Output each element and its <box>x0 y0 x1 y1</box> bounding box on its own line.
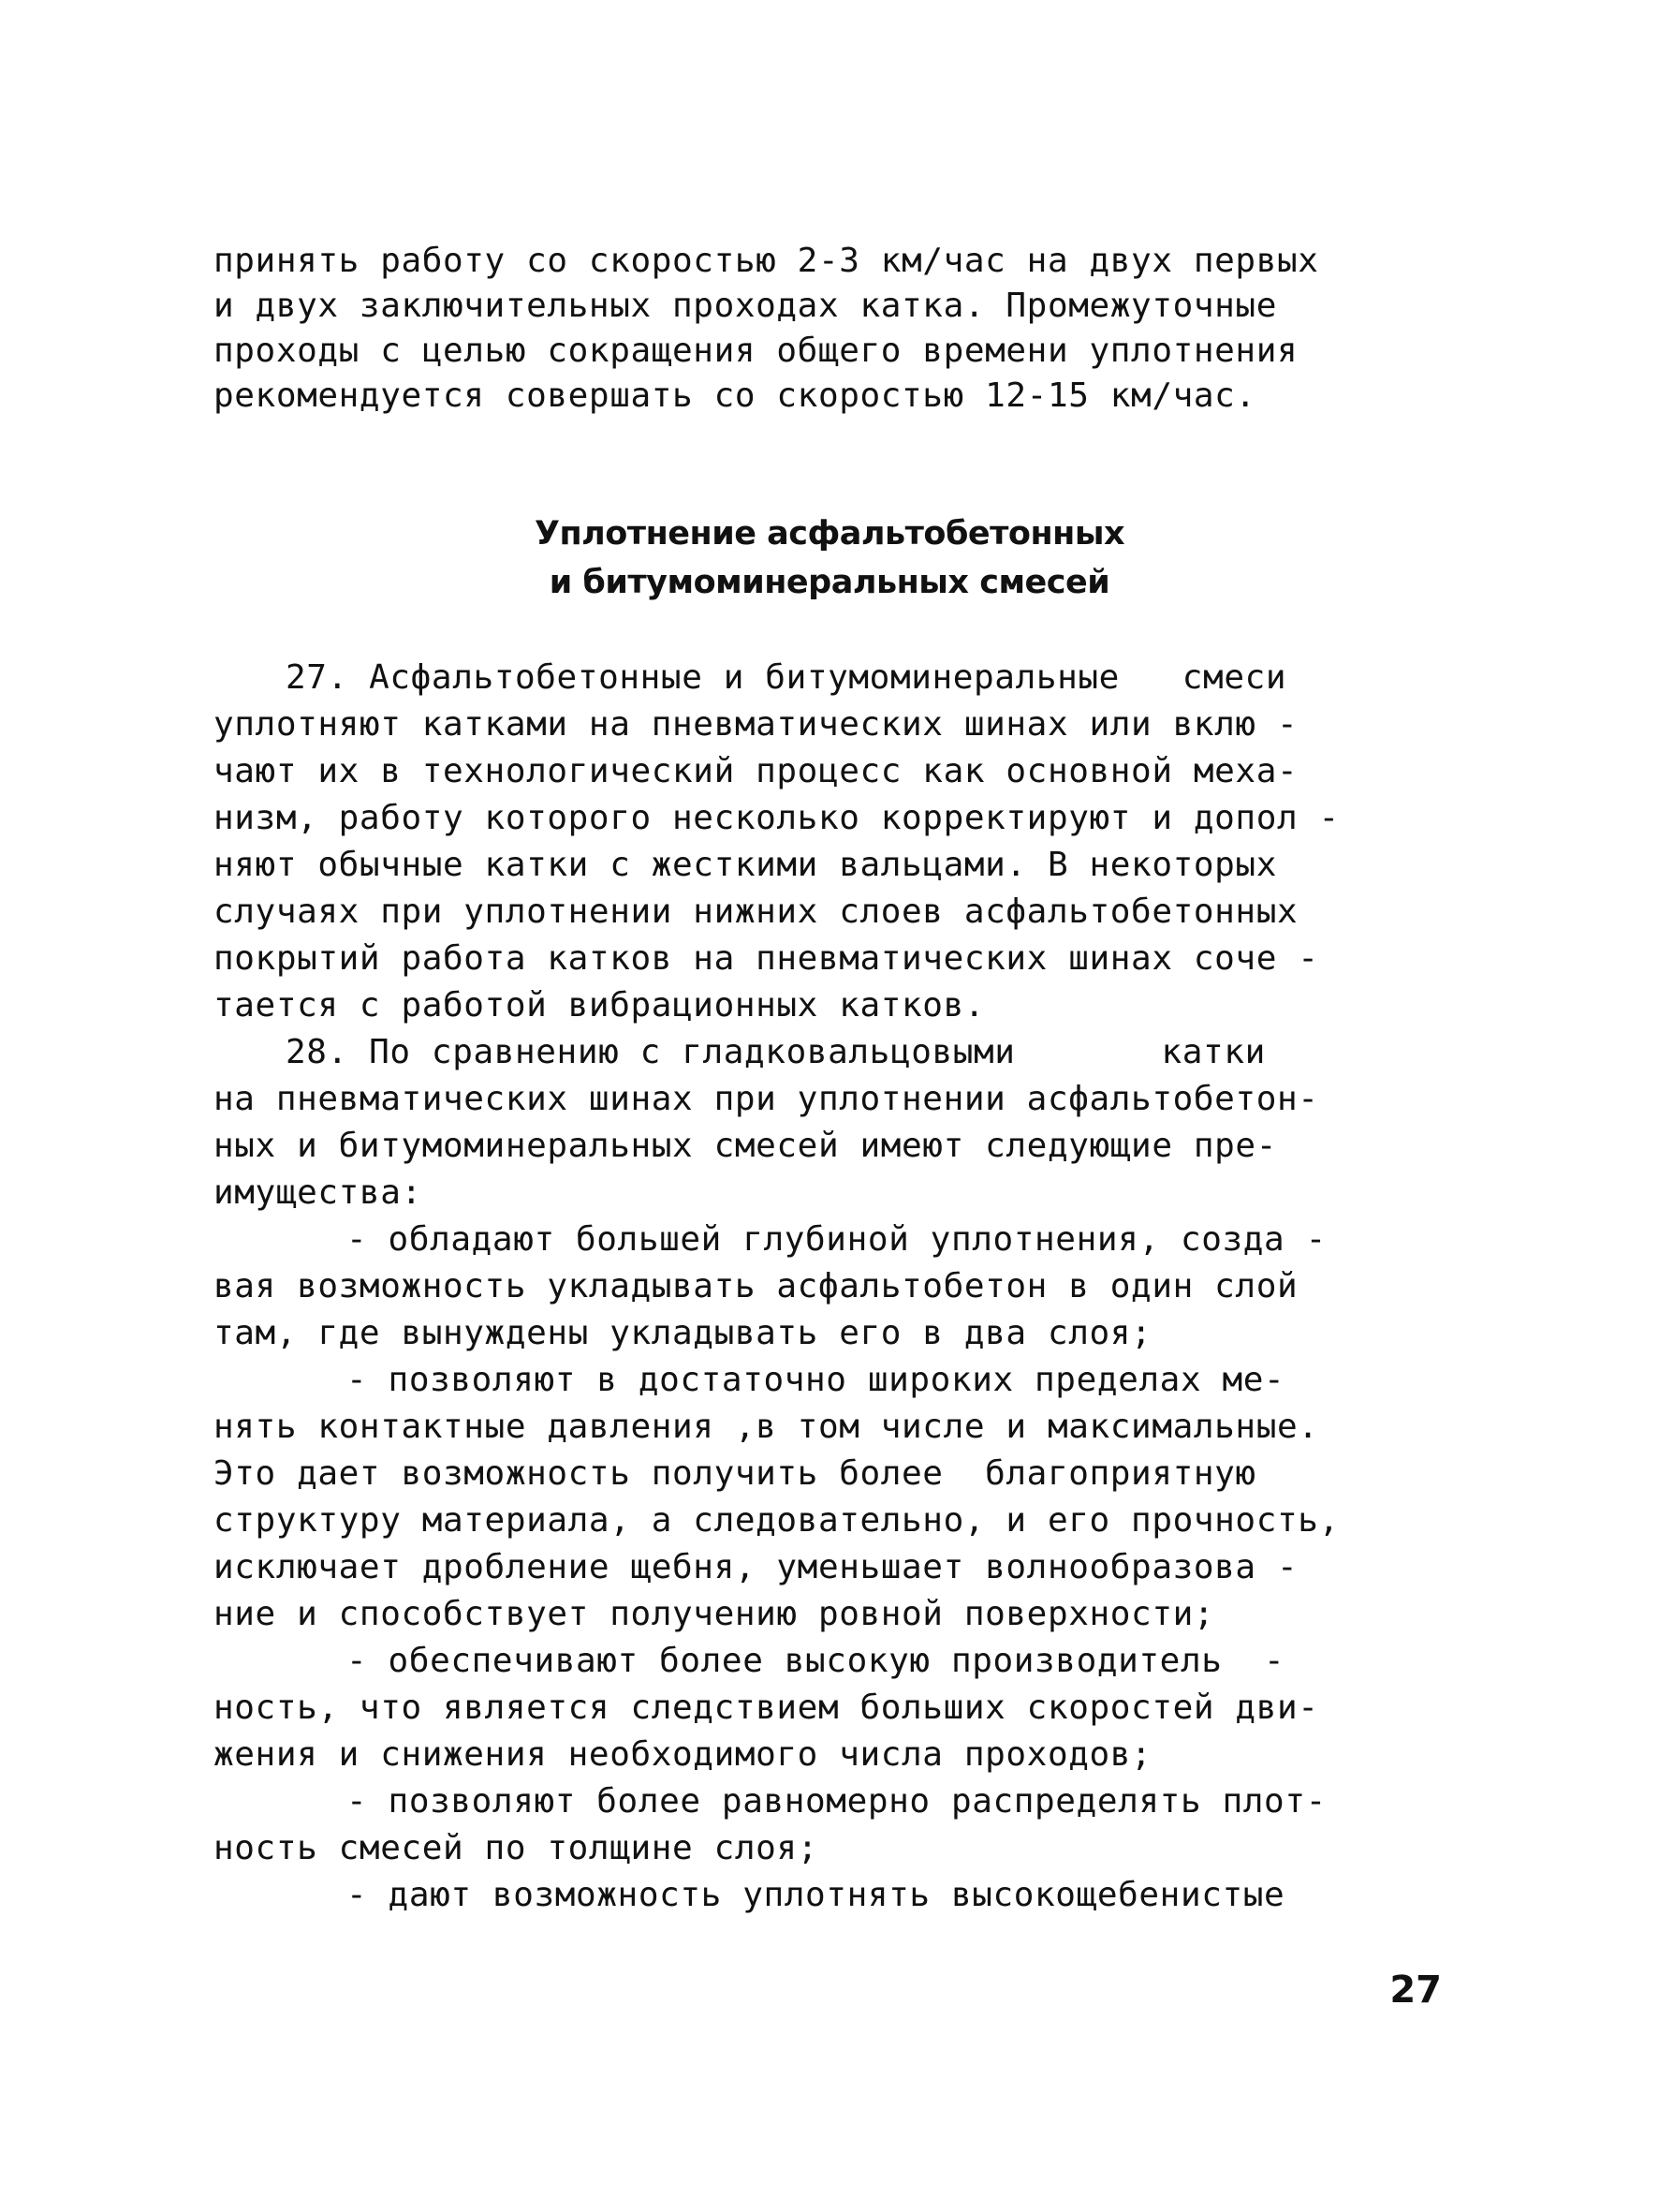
para28-line: ность смесей по толщине слоя; <box>213 1829 818 1867</box>
para28-line: - обладают большей глубиной уплотнения, созда - <box>346 1220 1327 1259</box>
para27-line: няют обычные катки с жесткими вальцами. В некоторых <box>213 846 1277 884</box>
para28-line: ние и способствует получению ровной поверхности; <box>213 1595 1215 1633</box>
para28-line: Это дает возможность получить более благоприятную <box>213 1454 1256 1493</box>
para28-line: нять контактные давления ,в том числе и максимальные. <box>213 1408 1319 1446</box>
para28-line: там, где вынуждены укладывать его в два слоя; <box>213 1314 1152 1352</box>
para28-line: жения и снижения необходимого числа проходов; <box>213 1735 1152 1774</box>
para28-line: - дают возможность уплотнять высокощебенистые <box>346 1876 1285 1914</box>
para28-line: 28. По сравнению с гладковальцовыми катки <box>286 1033 1266 1071</box>
section-heading-line-1: Уплотнение асфальтобетонных <box>534 515 1125 553</box>
intro-line: проходы с целью сокращения общего времени уплотнения <box>213 332 1299 370</box>
intro-line: и двух заключительных проходах катка. Промежуточные <box>213 287 1277 325</box>
para27-line: тается с работой вибрационных катков. <box>213 986 986 1025</box>
para27-line: покрытий работа катков на пневматических шинах соче - <box>213 939 1319 978</box>
para28-line: ных и битумоминеральных смесей имеют следующие пре- <box>213 1127 1277 1165</box>
para28-line: ность, что является следствием больших скоростей дви- <box>213 1688 1319 1727</box>
intro-line: принять работу со скоростью 2-3 км/час на двух первых <box>213 242 1319 280</box>
para28-line: исключает дробление щебня, уменьшает волнообразова - <box>213 1548 1299 1586</box>
page-number: 27 <box>1389 1969 1442 2012</box>
para28-line: - обеспечивают более высокую производитель - <box>346 1642 1285 1680</box>
intro-line: рекомендуется совершать со скоростью 12-15 км/час. <box>213 376 1256 415</box>
para27-line: 27. Асфальтобетонные и битумоминеральные смеси <box>286 658 1287 697</box>
para27-line: уплотняют катками на пневматических шинах или вклю - <box>213 705 1299 744</box>
para28-line: структуру материала, а следовательно, и его прочность, <box>213 1501 1340 1540</box>
para28-line: - позволяют в достаточно широких пределах ме- <box>346 1361 1285 1399</box>
para27-line: чают их в технологический процесс как основной меха- <box>213 752 1299 790</box>
para27-line: случаях при уплотнении нижних слоев асфальтобетонных <box>213 892 1299 931</box>
section-heading-line-2: и битумоминеральных смесей <box>549 564 1110 601</box>
para28-line: имущества: <box>213 1173 422 1212</box>
para28-line: - позволяют более равномерно распределять плот- <box>346 1782 1327 1821</box>
para28-line: на пневматических шинах при уплотнении асфальтобетон- <box>213 1080 1319 1118</box>
para27-line: низм, работу которого несколько корректируют и допол - <box>213 799 1340 837</box>
para28-line: вая возможность укладывать асфальтобетон в один слой <box>213 1267 1299 1305</box>
